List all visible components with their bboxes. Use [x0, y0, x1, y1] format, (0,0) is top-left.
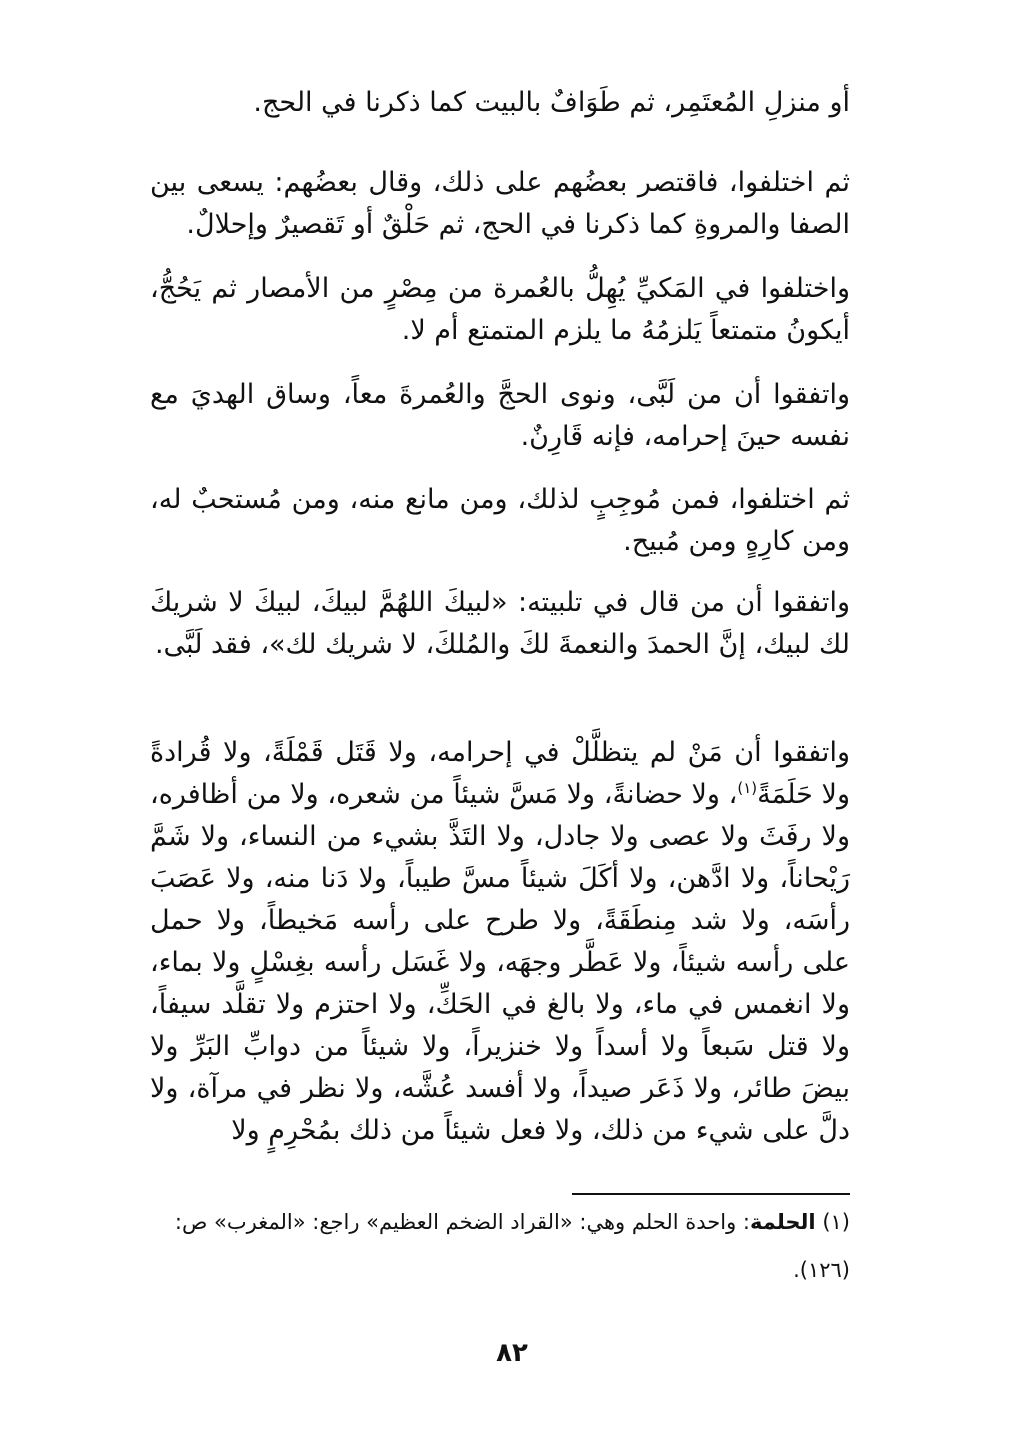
paragraph-text-end: ، ولا حضانةً، ولا مَسَّ شيئاً من شعره، ولا من أظافره، ولا رفَثَ ولا عصى ولا جادل، ولا التَذَّ بشيء من النساء، ولا شَمَّ رَيْحاناً، ولا ادَّهن، ولا أكَلَ شيئاً مسَّ طيباً، ولا دَنا منه، ولا عَصَبَ رأسَه، ولا شد مِنطَقَةً، ولا طرح على رأسه مَخيطاً، ولا حمل على رأسه شيئاً، ولا عَطَّر وجهَه، ولا غَسَل رأسه بغِسْلٍ ولا بماء، ولا انغمس في ماء، ولا بالغ في الحَكِّ، ولا احتزم ولا تقلَّد سيفاً، ولا قتل سَبعاً ولا أسداً ولا خنزيراً، ولا شيئاً من دوابِّ البَرِّ ولا بيضَ طائر، ولا ذَعَر صيداً، ولا أفسد عُشَّه، ولا نظر في مرآة، ولا دلَّ على شيء من ذلك، ولا فعل شيئاً من ذلك بمُحْرِمٍ ولا	[150, 779, 850, 1146]
footnote-marker: (١)	[822, 1210, 850, 1234]
paragraph-text: واختلفوا في المَكيِّ يُهِلُّ بالعُمرة من مِصْرٍ من الأمصار ثم يَحُجُّ، أيكونُ متمتعاً يَلزمُهُ ما يلزم المتمتع أم لا.	[150, 273, 850, 346]
footnote-divider	[572, 1193, 850, 1195]
paragraph-6	[150, 582, 850, 666]
paragraph-3	[150, 268, 850, 352]
paragraph-text	[150, 732, 850, 1152]
paragraph-text-start: واتفقوا أن مَنْ لم يتظلَّلْ في إحرامه، ولا قَتَل قَمْلَةً، ولا قُرادةً ولا حَلَمَةً	[150, 737, 850, 810]
paragraph-2	[150, 162, 850, 246]
paragraph-4	[150, 374, 850, 458]
footnote-term: الحلمة	[750, 1210, 816, 1234]
footnote	[150, 1207, 850, 1285]
paragraph-text: واتفقوا أن من لَبَّى، ونوى الحجَّ والعُمرةَ معاً، وساق الهديَ مع نفسه حينَ إحرامه، فإنه قَارِنٌ.	[150, 379, 850, 452]
footnote-text: : واحدة الحلم وهي: «القراد الضخم العظيم» راجع: «المغرب» ص:	[174, 1210, 751, 1234]
paragraph-text: واتفقوا أن من قال في تلبيته: «لبيكَ اللهُمَّ لبيكَ، لبيكَ لا شريكَ لك لبيك، إنَّ الحمدَ والنعمةَ لكَ والمُلكَ، لا شريك لك»، فقد لَبَّى.	[150, 587, 850, 660]
paragraph-1	[150, 82, 850, 124]
footnote-reference[interactable]: (١)	[737, 779, 758, 797]
footnote-line	[150, 1207, 850, 1237]
paragraph-text: أو منزلِ المُعتَمِر، ثم طَوَافٌ بالبيت كما ذكرنا في الحج.	[253, 87, 850, 118]
paragraph-text: ثم اختلفوا، فاقتصر بعضُهم على ذلك، وقال بعضُهم: يسعى بين الصفا والمروةِ كما ذكرنا في الحج، ثم حَلْقٌ أو تَقصيرٌ وإحلالٌ.	[150, 167, 850, 240]
paragraph-text: ثم اختلفوا، فمن مُوجِبٍ لذلك، ومن مانع منه، ومن مُستحبٌ له، ومن كارِهٍ ومن مُبيح.	[150, 484, 850, 557]
page-number: ٨٢	[496, 1338, 528, 1368]
paragraph-7	[150, 732, 850, 1152]
footnote-continuation: (١٢٦).	[793, 1258, 850, 1282]
paragraph-5	[150, 479, 850, 563]
